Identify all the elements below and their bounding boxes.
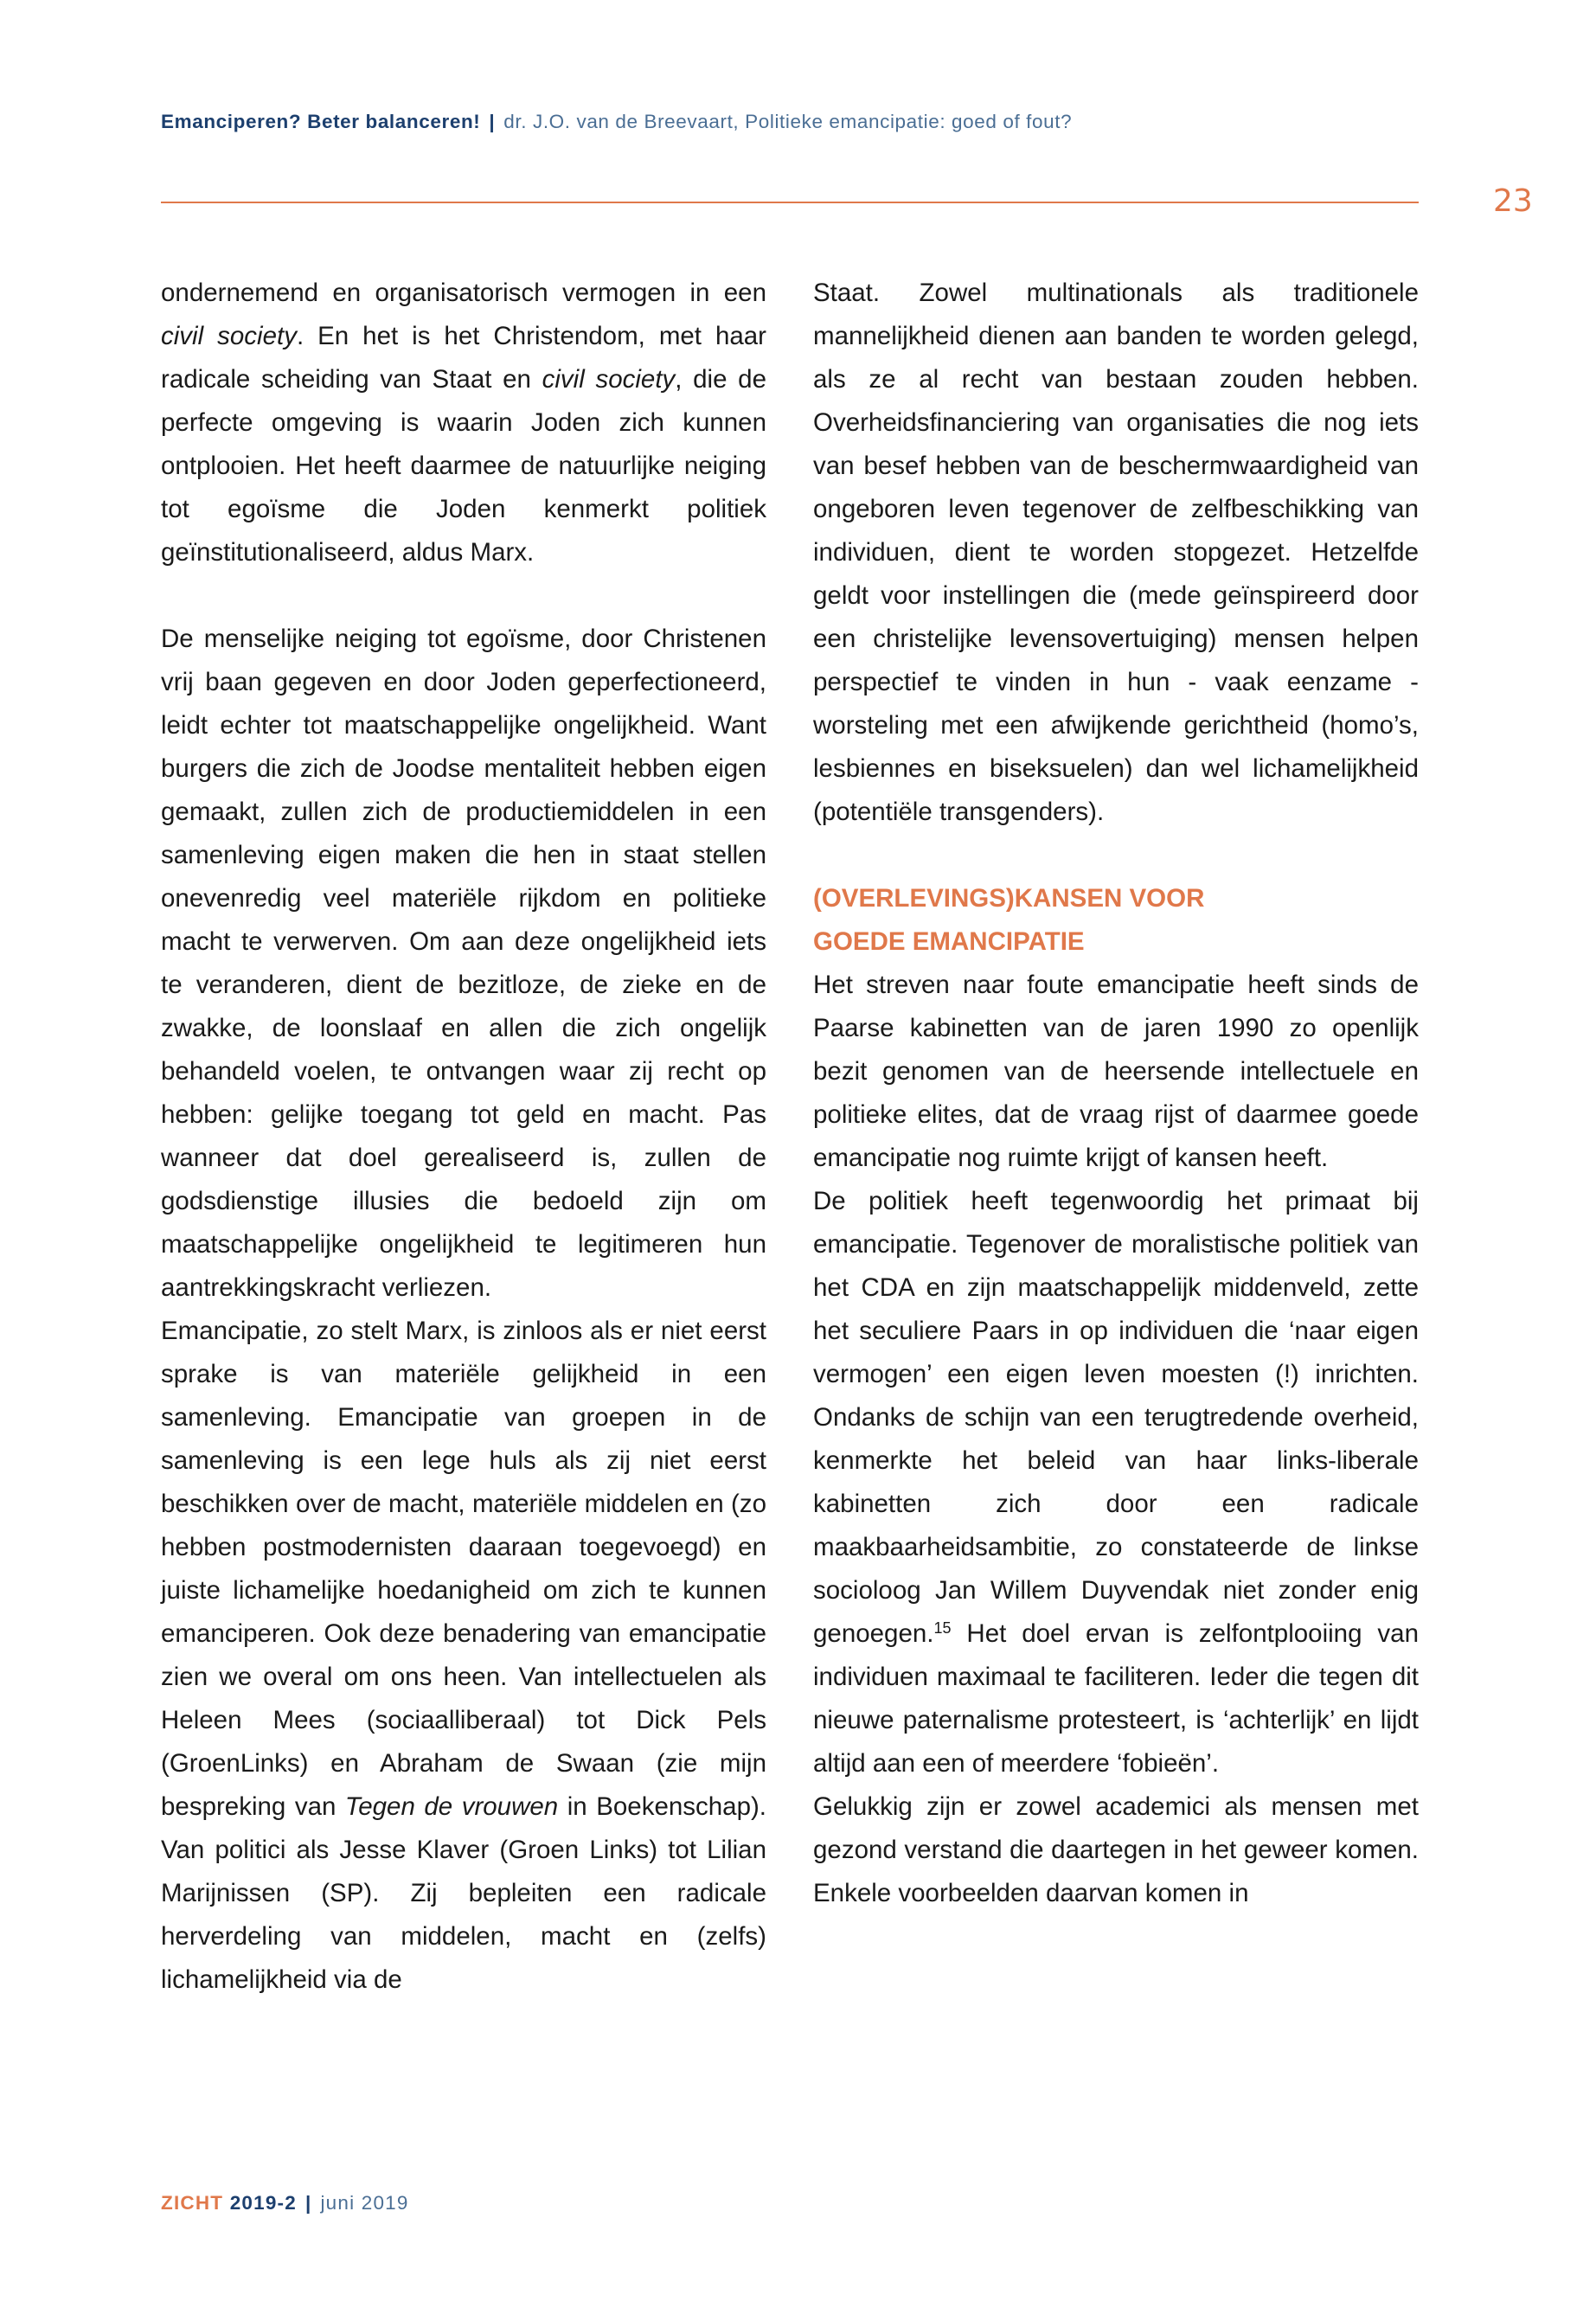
header-rule: [161, 202, 1419, 203]
left-column: [161, 272, 766, 2002]
paragraph: De menselijke neiging tot egoïsme, door Christenen vrij baan gegeven en door Joden geperfectioneerd, leidt echter tot maatschappelijke ongelijkheid. Want burgers die zich de Joodse mentaliteit hebben eigen gemaakt, zullen zich de productiemiddelen in een samenleving eigen maken die hen in staat stellen onevenredig veel materiële rijkdom en politieke macht te verwerven. Om aan deze ongelijkheid iets te veranderen, dient de bezitloze, de zieke en de zwakke, de loonslaaf en allen die zich ongelijk behandeld voelen, te ontvangen waar zij recht op hebben: gelijke toegang tot geld en macht. Pas wanneer dat doel gerealiseerd is, zullen de godsdienstige illusies die bedoeld zijn om maatschappelijke ongelijkheid te legitimeren hun aantrekkingskracht verliezen.: [161, 625, 766, 1302]
paragraph: Emancipatie, zo stelt Marx, is zinloos als er niet eerst sprake is van materiële gelijkheid in een samenleving. Emancipatie van groepen in de samenleving is een lege huls als zij niet eerst beschikken over de macht, materiële middelen en (zo hebben postmodernisten daaraan toegevoegd) en juiste lichamelijke hoedanigheid om zich te kunnen emanciperen. Ook deze benadering van emancipatie zien we overal om ons heen. Van intellectuelen als Heleen Mees (sociaalliberaal) tot Dick Pels (GroenLinks) en Abraham de Swaan (zie mijn bespreking van Tegen de vrouwen in Boekenschap). Van politici als Jesse Klaver (Groen Links) tot Lilian Marijnissen (SP). Zij bepleiten een radicale herverdeling van middelen, macht en (zelfs) lichamelijkheid via de: [161, 1317, 766, 1994]
article-author-title: dr. J.O. van de Breevaart, Politieke emancipatie: goed of fout?: [503, 111, 1073, 132]
paragraph: ondernemend en organisatorisch vermogen in een civil society. En het is het Christendom, met haar radicale scheiding van Staat en civil society, die de perfecte omgeving is waarin Joden zich kunnen ontplooien. Het heeft daarmee de natuurlijke neiging tot egoïsme die Joden kenmerkt politiek geïnstitutionaliseerd, aldus Marx.: [161, 279, 767, 567]
paragraph: De politiek heeft tegenwoordig het primaat bij emancipatie. Tegenover de moralistische politiek van het CDA en zijn maatschappelijk middenveld, zette het seculiere Paars in op individuen die ‘naar eigen vermogen’ een eigen leven moesten (!) inrichten. Ondanks de schijn van een terugtredende overheid, kenmerkte het beleid van haar links-liberale kabinetten zich door een radicale maakbaarheidsambitie, zo constateerde de linkse socioloog Jan Willem Duyvendak niet zonder enig genoegen.$^{15}$ Het doel ervan is zelfontplooiing van individuen maximaal te faciliteren. Ieder die tegen dit nieuwe paternalisme protesteert, is ‘achterlijk’ en lijdt altijd aan een of meerdere ‘fobieën’.: [813, 1187, 1419, 1778]
footnote-ref[interactable]: 15: [933, 1619, 952, 1637]
page-number: 23: [1493, 183, 1533, 219]
paragraph: Staat. Zowel multinationals als traditionele mannelijkheid dienen aan banden te worden gelegd, als ze al recht van bestaan zouden hebben. Overheidsfinanciering van organisaties die nog iets van besef hebben van de beschermwaardigheid van ongeboren leven tegenover de zelfbeschikking van individuen, dient te worden stopgezet. Hetzelfde geldt voor instellingen die (mede geïnspireerd door een christelijke levensovertuiging) mensen helpen perspectief te vinden in hun - vaak eenzame - worsteling met een afwijkende gerichtheid (homo’s, lesbiennes en biseksuelen) dan wel lichamelijkheid (potentiële transgenders).: [813, 279, 1419, 826]
header-separator: |: [489, 111, 496, 132]
paragraph: Gelukkig zijn er zowel academici als mensen met gezond verstand die daartegen in het geweer komen. Enkele voorbeelden daarvan komen in: [813, 1792, 1419, 1907]
running-head: [161, 111, 1424, 133]
paragraph: Het streven naar foute emancipatie heeft sinds de Paarse kabinetten van de jaren 1990 zo openlijk bezit genomen van de heersende intellectuele en politieke elites, dat de vraag rijst of daarmee goede emancipatie nog ruimte krijgt of kansen heeft.: [813, 971, 1419, 1172]
page-footer: [161, 2192, 409, 2214]
right-column: [813, 272, 1419, 1915]
journal-theme-title: Emanciperen? Beter balanceren!: [161, 111, 481, 132]
footer-separator: |: [304, 2192, 312, 2214]
section-heading: (OVERLEVINGS)KANSEN VOOR GOEDE EMANCIPATIE: [813, 884, 1205, 956]
issue-date: juni 2019: [320, 2192, 409, 2214]
issue-number: 2019-2: [229, 2192, 297, 2214]
magazine-name: ZICHT: [161, 2192, 224, 2214]
